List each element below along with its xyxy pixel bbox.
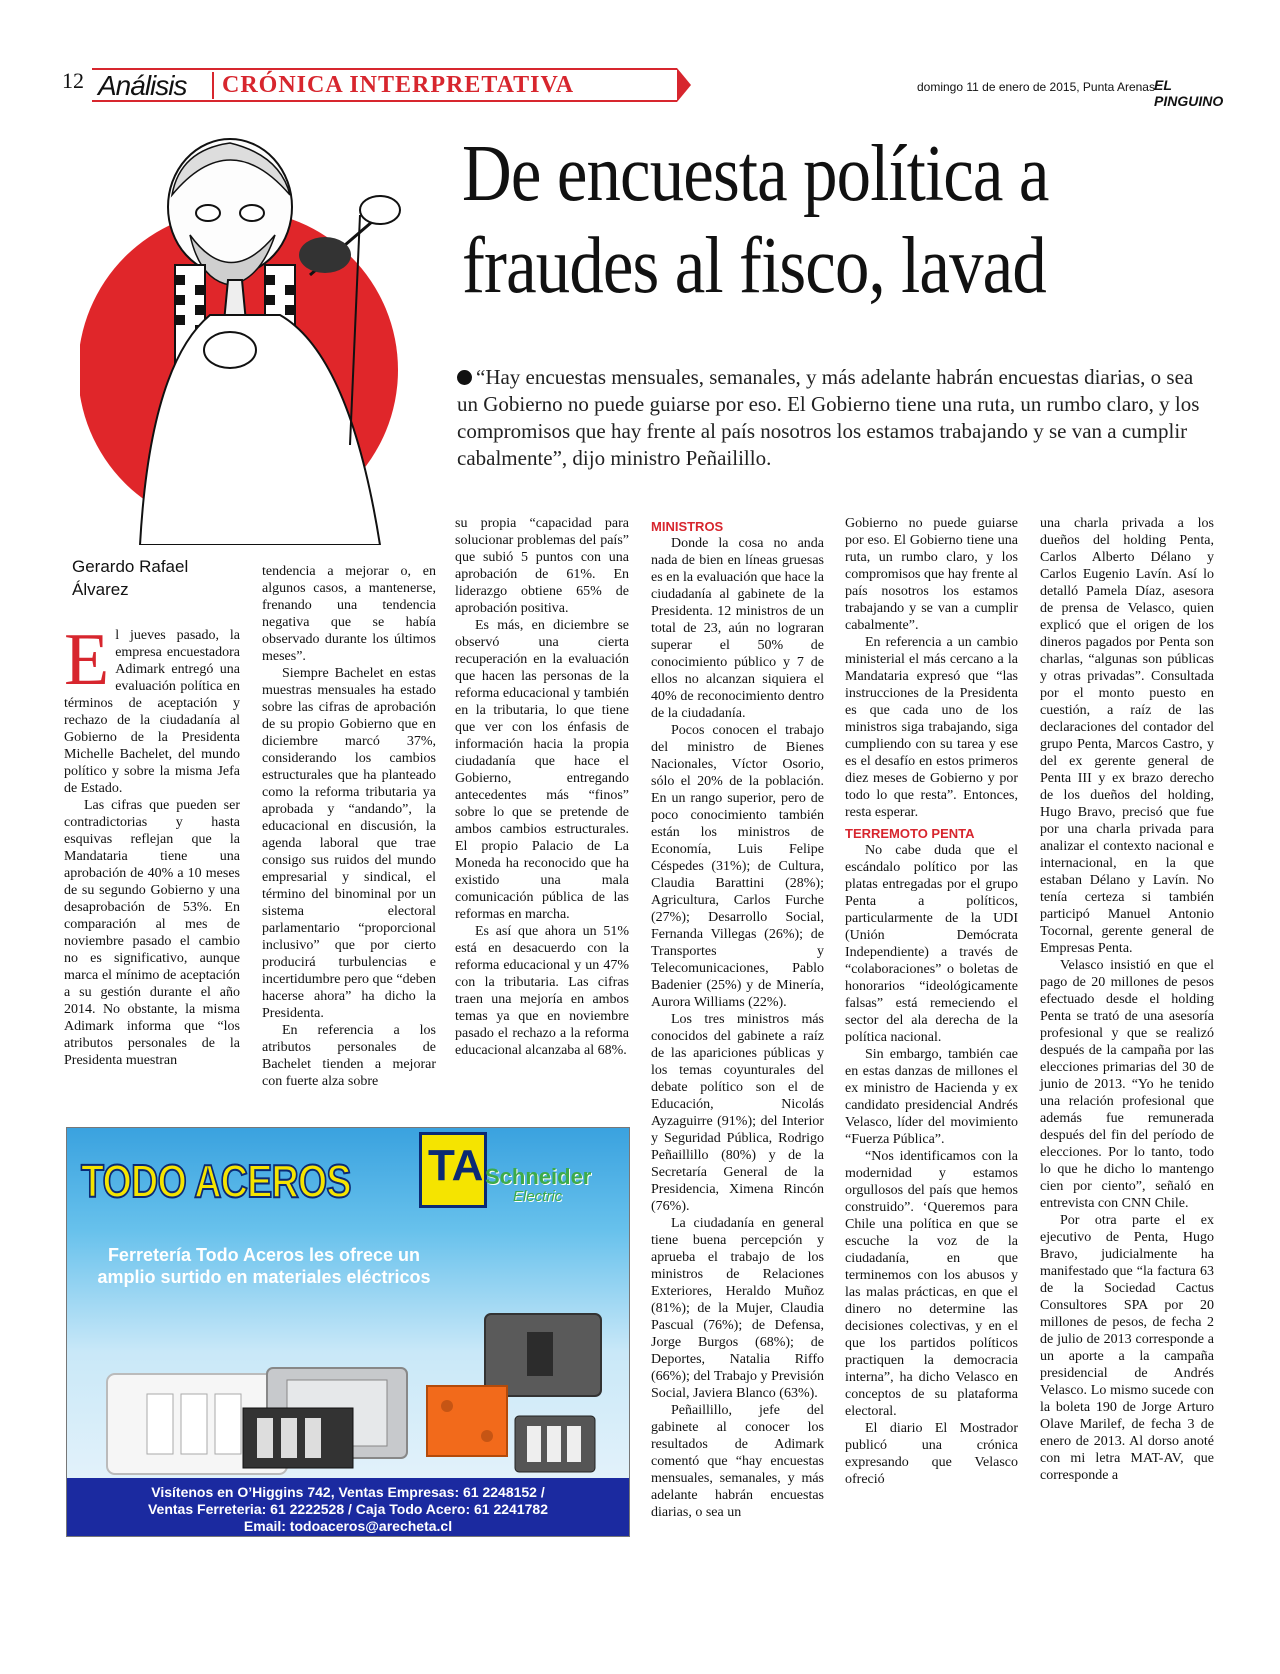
ad-slogan: Ferretería Todo Aceros les ofrece un amplio surtido en materiales eléctricos bbox=[97, 1245, 431, 1287]
article-paragraph: Es más, en diciembre se observó una cierta recuperación en la evaluación que hacen las personas de la reforma educacional y también en la tributaria, lo que tiene que ver con los énfasis de información hacia la propia ciudadanía que hace el Gobierno, entregando antecedentes más “finos” sobre lo que se pretende de ambos cambios estructurales. El propio Palacio de La Moneda ha reconocido que ha existido una mala comunicación pública de las reformas en marcha. bbox=[455, 618, 629, 922]
page-header bbox=[62, 68, 1224, 109]
author-first-name: Gerardo Rafael bbox=[72, 557, 189, 576]
article-column-1 bbox=[64, 619, 240, 1069]
article-paragraph: Donde la cosa no anda nada de bien en líneas gruesas es en la evaluación que hace la ciudadanía al gabinete de la Presidenta. 12 ministros de un total de 23, aún no lograran superar el 50% de conocimiento público y 7 de ellos no alcanzan siquiera el 40% de reconocimiento dentro de la ciudadanía. bbox=[651, 536, 824, 721]
ad-contact-email: Email: todoaceros@arecheta.cl bbox=[243, 1518, 453, 1534]
ad-contact-line: Visítenos en O’Higgins 742, Ventas Empresas: 61 2248152 / bbox=[151, 1484, 545, 1500]
article-paragraph: La ciudadanía en general tiene buena percepción y aprueba el trabajo de los ministros de Relaciones Exteriores, Heraldo Muñoz (81%); de la Mujer, Claudia Pascual (76%); de Defensa, Jorge Burgos (68%); de Deportes, Natalia Riffo (66%); del Trabajo y Previsión Social, Javiera Blanco (63%). bbox=[651, 1216, 824, 1401]
article-paragraph: su propia “capacidad para solucionar problemas del país” que subió 5 puntos con una aprobación de 61%. En liderazgo obtiene 65% de aprobación positiva. bbox=[455, 516, 629, 616]
drop-cap: E bbox=[64, 619, 110, 701]
page-number: 12 bbox=[62, 68, 84, 93]
caricature-illustration bbox=[80, 115, 420, 545]
article-paragraph: Velasco insistió en que el pago de 20 millones de pesos efectuado desde el holding Penta se trató de una asesoría profesional y que se realizó después de la campaña por las elecciones primarias del 30 de junio de 2013. “Yo he tenido una relación profesional que además fue remunerada después del fin del período de elecciones. Por lo tanto, todo lo que he dicho lo mantengo cien por ciento”, señaló en entrevista con CNN Chile. bbox=[1040, 958, 1214, 1211]
section-subtitle: CRÓNICA INTERPRETATIVA bbox=[212, 72, 574, 99]
headline-line-2: fraudes al fisco, lavad bbox=[462, 222, 1046, 310]
schneider-logo: Schneider bbox=[485, 1164, 592, 1189]
article-paragraph: Siempre Bachelet en estas muestras mensuales ha estado sobre las cifras de aprobación de su propio Gobierno que en diciembre marcó 37%, considerando los cambios estructurales que ha planteado como la reforma tributaria ya aprobada y “andando”, la educacional en discusión, la agenda laboral que trae consigo sus ruidos del mundo empresarial y sindical, el término del binominal por un sistema electoral parlamentario “proporcional inclusivo” que por cierto producirá turbulencias e incertidumbre pero que “deben hacerse ahora” ha dicho la Presidenta. bbox=[262, 666, 436, 1021]
article-paragraph: “Nos identificamos con la modernidad y estamos orgullosos del país que hemos construido”. ‘Queremos para Chile una política en que se escuche la voz de la ciudadanía, en que terminemos con los abusos y las malas prácticas, en que el dinero no determine las decisiones colectivas, y en el que los partidos políticos practiquen la democracia interna”, ha dicho Velasco en conceptos de su plataforma electoral. bbox=[845, 1149, 1018, 1419]
newspaper-logo: EL PINGUINO bbox=[1154, 77, 1224, 109]
article-column-3 bbox=[455, 515, 629, 1059]
lead-paragraph bbox=[457, 364, 1217, 472]
article-column-5 bbox=[845, 515, 1018, 1488]
ad-title: TODO ACEROS bbox=[81, 1155, 351, 1207]
ad-contact-line: Ventas Ferreteria: 61 2222528 / Caja Todo Acero: 61 2241782 bbox=[147, 1501, 548, 1517]
subheading: TERREMOTO PENTA bbox=[845, 826, 975, 841]
article-paragraph: Por otra parte el ex ejecutivo de Penta, Hugo Bravo, judicialmente ha manifestado que “la factura 63 de la Sociedad Cactus Consultores SPA por 20 millones de pesos, de fecha 2 de julio de 2013 corresponde a un aporte a la campaña presidencial de Andrés Velasco. Lo mismo sucede con la boleta 190 de Jorge Arturo Olave Marilef, de fecha 3 de enero de 2013. Al dorso anoté con mi letra MAT-AV, que corresponde a bbox=[1040, 1213, 1214, 1483]
ad-monogram-logo bbox=[419, 1132, 487, 1208]
article-paragraph: Los tres ministros más conocidos del gabinete a raíz de las apariciones públicas y los temas coyunturales del debate político son el de Educación, Nicolás Ayzaguirre (91%); del Interior y Seguridad Pública, Rodrigo Peñaillillo (80%) y de la Secretaría General de la Presidencia, Ximena Rincón (76%). bbox=[651, 1012, 824, 1214]
lead-text: “Hay encuestas mensuales, semanales, y más adelante habrán encuestas diarias, o sea un Gobierno no puede guiarse por eso. El Gobierno tiene una ruta, un rumbo claro, y los compromisos que hay frente al país nosotros los estamos trabajando y se van a cumplir cabalmente”, dijo ministro Peñailillo. bbox=[457, 365, 1200, 470]
author-last-name: Álvarez bbox=[72, 580, 129, 599]
article-paragraph: l jueves pasado, la empresa encuestadora Adimark entregó una evaluación política en términos de aceptación y rechazo de la ciudadanía al Gobierno de la Presidenta Michelle Bachelet, del mundo político y sobre la misma Jefa de Estado. bbox=[64, 628, 240, 796]
article-column-2 bbox=[262, 563, 436, 1090]
article-paragraph: Sin embargo, también cae en estas danzas de millones el ex ministro de Hacienda y ex candidato presidencial Andrés Velasco, líder del movimiento “Fuerza Pública”. bbox=[845, 1047, 1018, 1147]
article-paragraph: Gobierno no puede guiarse por eso. El Gobierno tiene una ruta, un rumbo claro, y los compromisos que hay frente al país nosotros los estamos trabajando y se van a cumplir cabalmente”. bbox=[845, 516, 1018, 633]
section-bar bbox=[92, 68, 677, 102]
subheading: MINISTROS bbox=[651, 519, 724, 534]
ad-contact-footer bbox=[67, 1478, 629, 1536]
article-paragraph: El diario El Mostrador publicó una crónica expresando que Velasco ofreció bbox=[845, 1421, 1018, 1487]
section-name: Análisis bbox=[98, 70, 187, 101]
article-paragraph: tendencia a mejorar o, en algunos casos, a mantenerse, frenando una tendencia negativa que se había observado durante los últimos meses”. bbox=[262, 564, 436, 664]
article-paragraph: En referencia a los atributos personales de Bachelet tienden a mejorar con fuerte alza sobre bbox=[262, 1023, 436, 1089]
electrical-products-image bbox=[67, 1276, 629, 1476]
article-paragraph: una charla privada a los dueños del holding Penta, Carlos Alberto Délano y Carlos Eugenio Lavín. Así lo detalló Pamela Díaz, asesora de prensa de Velasco, quien explicó que el origen de los dineros pagados por Penta son charlas, “algunas son públicas y otras privadas”. Consultada por el monto puesto en cuestión, a raíz de las declaraciones del contador del grupo Penta, Marcos Castro, y del ex gerente general de Penta III y ex brazo derecho de los dueños del holding, Hugo Bravo, precisó que fue por una charla privada para analizar el contexto nacional e internacional, en la que estaban Délano y Lavín. No tenía certeza si también participó Manuel Antonio Tocornal, gerente general de Empresas Penta. bbox=[1040, 516, 1214, 956]
bullet-icon bbox=[457, 370, 472, 385]
article-column-4 bbox=[651, 514, 824, 1521]
article-paragraph: Pocos conocen el trabajo del ministro de Bienes Nacionales, Víctor Osorio, sólo el 20% de la población. En un rango superior, pero de poco conocimiento también están los ministros de Economía, Luis Felipe Céspedes (31%); de Cultura, Claudia Barattini (28%); Agricultura, Carlos Furche (27%); Desarrollo Social, Fernanda Villegas (26%); de Transportes y Telecomunicaciones, Pablo Badenier (25%) y de Minería, Aurora Williams (22%). bbox=[651, 723, 824, 1010]
headline bbox=[462, 128, 1165, 312]
ad-monogram-text: TA bbox=[428, 1141, 484, 1190]
article-paragraph: No cabe duda que el escándalo político por las platas entregadas por el grupo Penta a políticos, particularmente de la UDI (Unión Demócrata Independiente) a través de “colaboraciones” o boletas de honorarios “ideológicamente falsas” está remeciendo el sector del ala derecha de la política nacional. bbox=[845, 843, 1018, 1045]
article-paragraph: Es así que ahora un 51% está en desacuerdo con la reforma educacional y un 47% con la tributaria. Las cifras traen una mejoría en ambos temas ya que en noviembre pasado el rechazo a la reforma educacional alcanzaba al 68%. bbox=[455, 924, 629, 1058]
date-line: domingo 11 de enero de 2015, Punta Arenas bbox=[917, 80, 1155, 94]
headline-line-1: De encuesta política a bbox=[462, 130, 1049, 218]
article-column-6 bbox=[1040, 515, 1214, 1484]
article-paragraph: En referencia a un cambio ministerial el más cercano a la Mandataria expresó que “las instrucciones de la Presidenta es que cada uno de los ministros siga trabajando, siga cumpliendo con su tarea y ese es el desafío en estos primeros diez meses de Gobierno y por todo lo que resta”. Entonces, resta esperar. bbox=[845, 635, 1018, 820]
article-paragraph: Peñaillillo, jefe del gabinete al conocer los resultados de Adimark comentó que “hay encuestas mensuales, semanales, y más adelante habrán encuestas diarias, o sea un bbox=[651, 1403, 824, 1520]
byline bbox=[72, 555, 262, 601]
advertisement bbox=[66, 1127, 630, 1537]
article-paragraph: Las cifras que pueden ser contradictorias y hasta esquivas reflejan que la Mandataria tiene una aprobación de 40% a 10 meses de su segundo Gobierno y una desaprobación de 53%. En comparación al mes de noviembre pasado el cambio no es significativo, aunque marca el mínimo de aceptación a su gestión durante el año 2014. No obstante, la misma Adimark informa que “los atributos personales de la Presidenta muestran bbox=[64, 798, 240, 1068]
schneider-logo-sub: Electric bbox=[513, 1188, 563, 1205]
